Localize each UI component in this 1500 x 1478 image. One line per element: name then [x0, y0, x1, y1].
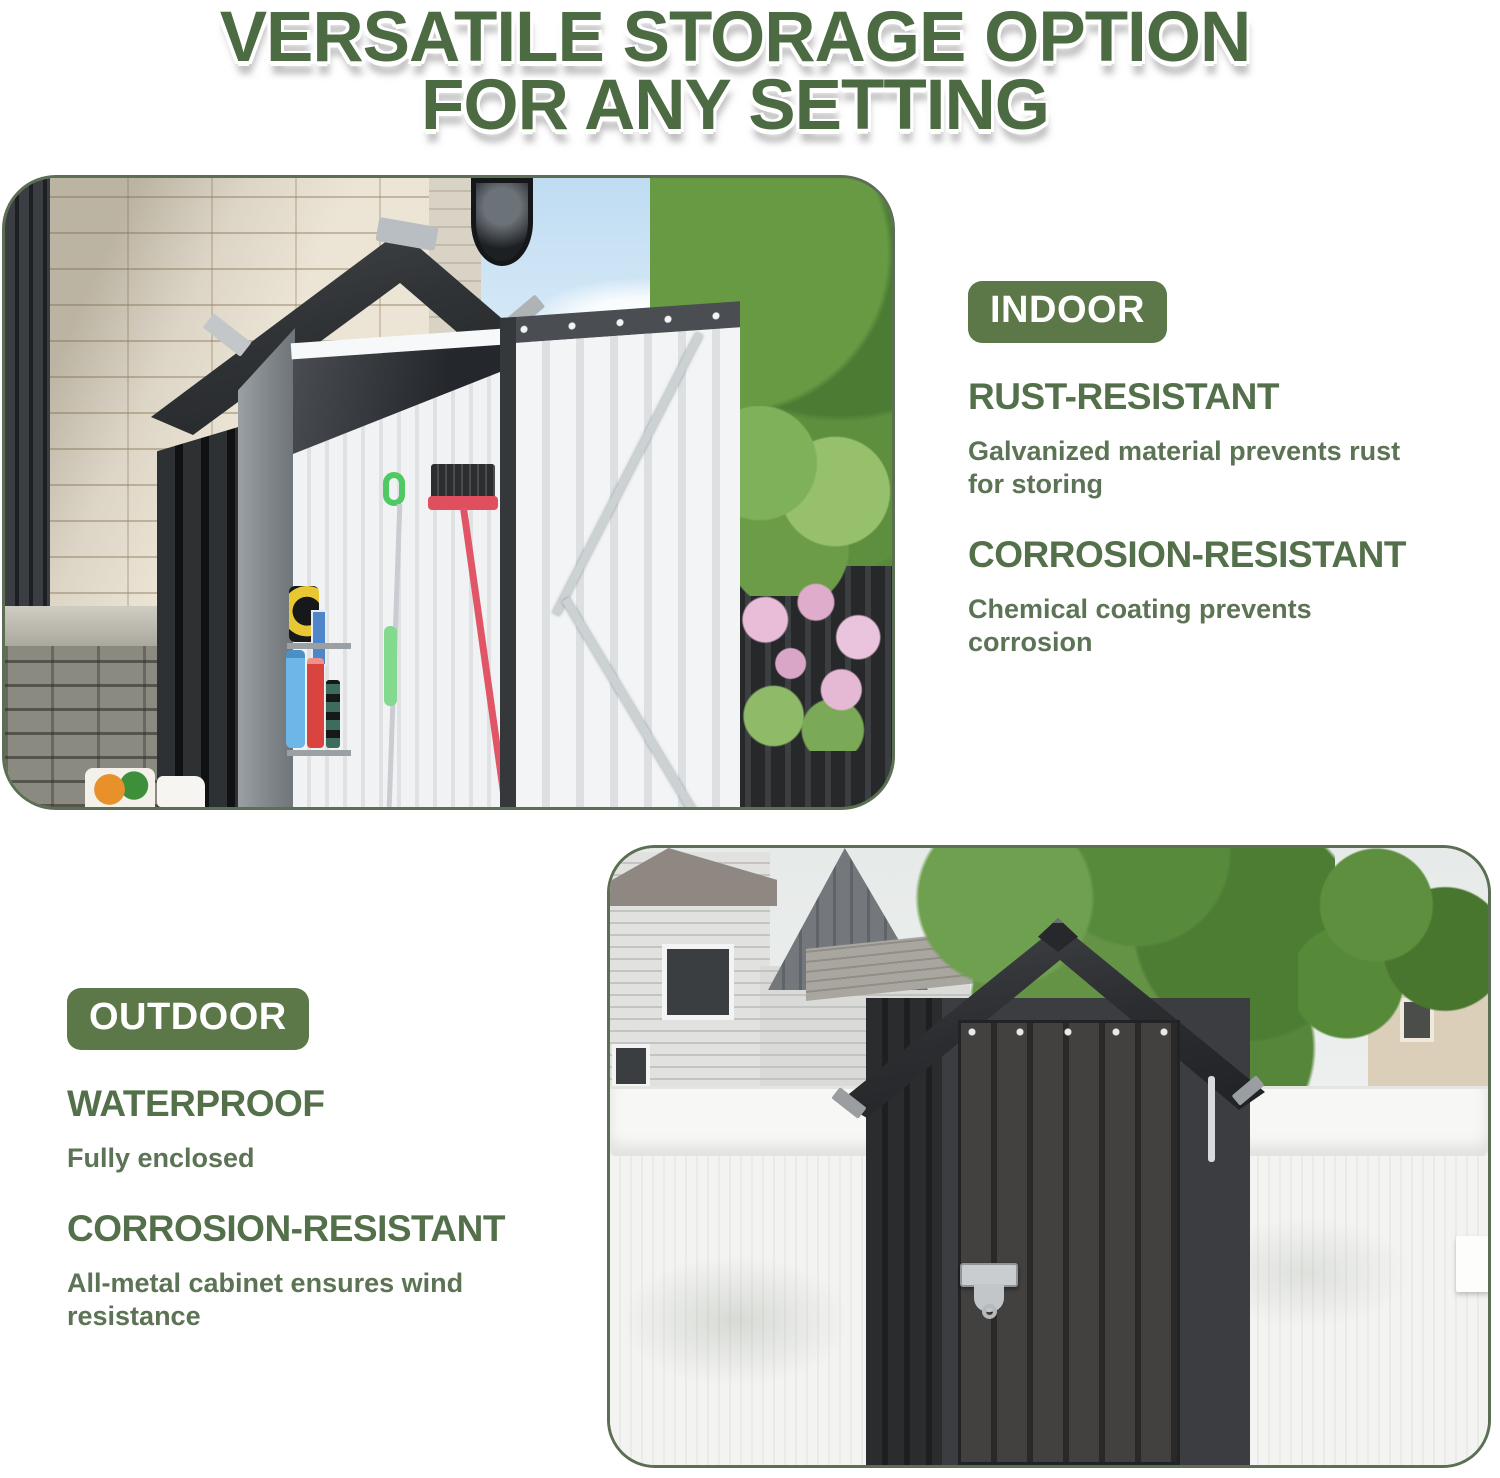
indoor-section	[968, 281, 1440, 659]
indoor-feature-2-description: Chemical coating prevents corrosion	[968, 593, 1312, 657]
wall-lamp	[471, 178, 533, 266]
door-panel	[516, 327, 740, 810]
outdoor-feature-2-heading: CORROSION-RESISTANT	[67, 1207, 505, 1249]
latch-ring	[982, 1304, 997, 1319]
tool-sticks	[326, 680, 340, 748]
house-left-window-small	[612, 1044, 650, 1088]
door-handle	[1208, 1076, 1215, 1162]
indoor-feature-1-heading: RUST-RESISTANT	[968, 376, 1279, 417]
title-line-2: FOR ANY SETTING	[421, 66, 1049, 145]
outdoor-shed-photo	[607, 845, 1491, 1468]
mop-grip	[384, 626, 397, 706]
mop-hanger-loop	[383, 472, 405, 506]
door-screw-row	[962, 1026, 1176, 1038]
outdoor-feature-2-description: All-metal cabinet ensures wind resistance	[67, 1267, 464, 1331]
outdoor-section	[67, 988, 597, 1333]
flower-bush	[723, 576, 892, 751]
dark-building-edge	[5, 178, 50, 636]
shelf-lower	[287, 750, 351, 756]
indoor-feature-1-description: Galvanized material prevents rust for storing	[968, 436, 1401, 499]
broom-bristles	[431, 464, 495, 500]
shelf-upper	[287, 643, 351, 649]
blue-bottle	[286, 650, 305, 748]
indoor-badge: INDOOR	[968, 281, 1167, 343]
indoor-shed-photo	[2, 175, 895, 810]
title-line-1: VERSATILE STORAGE OPTION	[219, 0, 1251, 77]
page-title	[0, 0, 1470, 145]
outdoor-feature-1-heading: WATERPROOF	[67, 1083, 325, 1124]
house-left-window	[662, 944, 734, 1020]
outdoor-badge: OUTDOOR	[67, 988, 309, 1050]
fence-shadow-left	[620, 1256, 850, 1386]
outdoor-feature-1-description: Fully enclosed	[67, 1143, 255, 1173]
shed-open-door	[500, 301, 740, 810]
door-edge	[500, 317, 516, 810]
fence-gate-latch	[1456, 1236, 1490, 1292]
shed-door	[958, 1020, 1180, 1465]
paper-bag	[157, 776, 205, 807]
indoor-feature-2-heading: CORROSION-RESISTANT	[968, 533, 1406, 575]
red-spray-can	[307, 658, 324, 748]
tree-right	[1298, 845, 1491, 1048]
garden-bag	[85, 768, 155, 807]
